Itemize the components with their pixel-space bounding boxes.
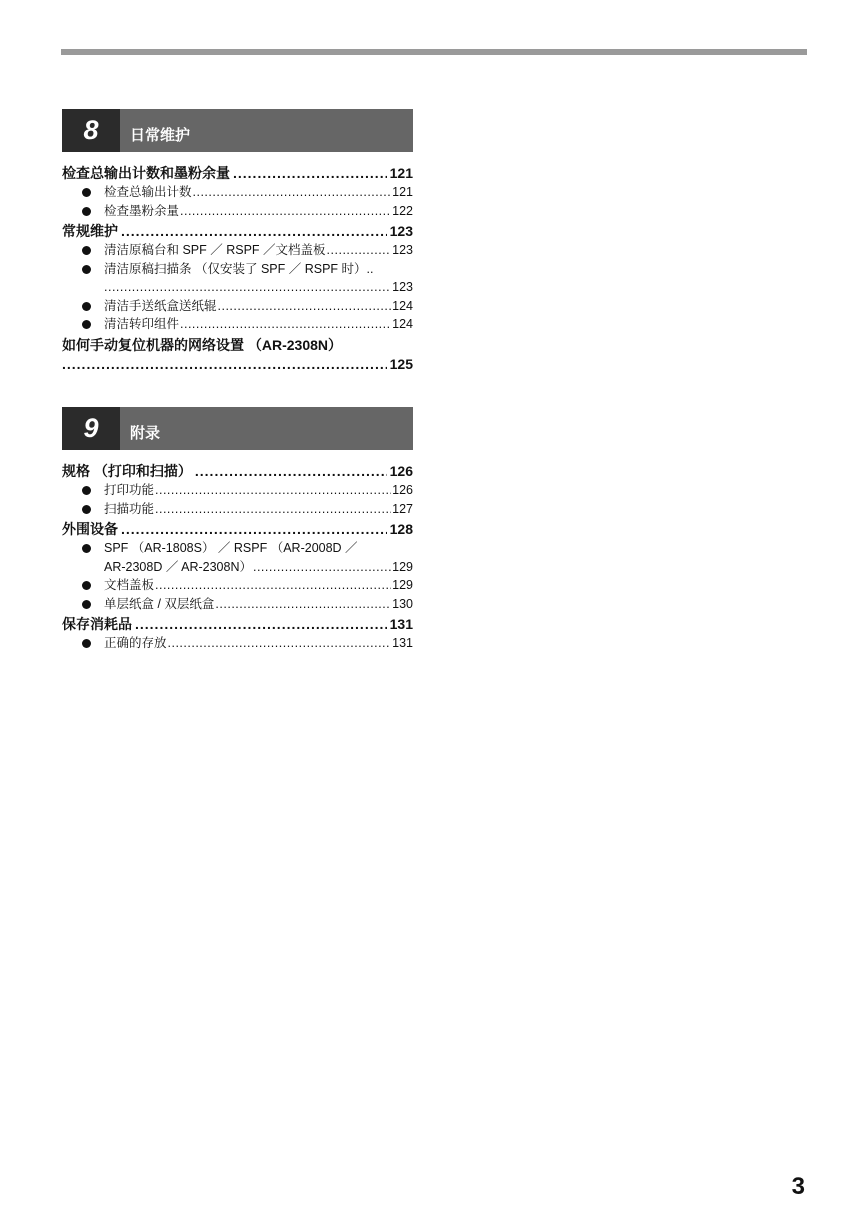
toc-subentry-title: 单层纸盒 / 双层纸盒 <box>104 596 215 611</box>
page-number: 3 <box>791 1173 805 1200</box>
bullet-icon <box>82 600 91 609</box>
toc-subentry[interactable] <box>62 241 413 260</box>
toc-entry-title: 保存消耗品 <box>62 616 132 632</box>
toc-subentry-title: 检查墨粉余量 <box>104 203 180 218</box>
toc-subentry-title: 清洁手送纸盒送纸辊 <box>104 298 217 313</box>
toc-subentry[interactable] <box>62 576 413 595</box>
toc-entry-page: 131 <box>389 616 413 632</box>
toc-subentry[interactable] <box>62 183 413 202</box>
dot-leader <box>135 615 387 634</box>
bullet-icon <box>82 188 91 197</box>
toc-entry-title: 检查总输出计数和墨粉余量 <box>62 165 230 181</box>
chapter-title: 日常维护 <box>120 109 413 152</box>
dot-leader <box>104 278 391 297</box>
toc-subentry[interactable] <box>62 595 413 614</box>
toc-subentry-page: 124 <box>392 298 413 313</box>
toc-entry-page: 128 <box>389 521 413 537</box>
dot-leader <box>121 520 387 539</box>
toc-subentry[interactable] <box>62 500 413 519</box>
bullet-icon <box>82 544 91 553</box>
toc-entry[interactable] <box>62 615 413 634</box>
toc-subentry-title-line1: SPF （AR-1808S） ／ RSPF （AR-2008D ／ <box>104 541 358 555</box>
bullet-icon <box>82 486 91 495</box>
toc-subentry-page: 126 <box>392 483 413 497</box>
dot-leader <box>180 202 391 221</box>
toc-subentry-page: 131 <box>392 636 413 650</box>
chapter-title: 附录 <box>120 407 413 450</box>
toc-subentry-page: 129 <box>392 578 413 592</box>
toc-subentry[interactable] <box>62 315 413 334</box>
toc-entry-title: 常规维护 <box>62 223 118 239</box>
dot-leader <box>193 183 392 202</box>
toc-subentry[interactable] <box>62 481 413 500</box>
toc-entry-page: 126 <box>389 463 413 479</box>
toc-entry[interactable] <box>62 336 413 374</box>
chapter-9-section <box>62 407 413 653</box>
toc-subentry-page: 123 <box>392 243 413 257</box>
toc-subentry[interactable] <box>62 634 413 653</box>
toc-subentry-title-line2: AR-2308D ／ AR-2308N） <box>104 559 252 574</box>
dot-leader <box>327 241 392 260</box>
dot-leader <box>168 634 392 653</box>
toc-entry-page: 121 <box>389 165 413 181</box>
toc-entry-title: 如何手动复位机器的网络设置 （AR-2308N） <box>62 336 343 353</box>
toc-subentry-title: 扫描功能 <box>104 501 155 516</box>
bullet-icon <box>82 320 91 329</box>
toc-entry-title: 外围设备 <box>62 521 118 537</box>
toc-subentry-page: 123 <box>392 280 413 294</box>
dot-leader <box>121 222 387 241</box>
toc-subentry-title: 正确的存放 <box>104 636 167 650</box>
dot-leader <box>195 462 387 481</box>
toc-entry[interactable] <box>62 462 413 481</box>
dot-leader <box>180 315 391 334</box>
dot-leader <box>218 297 392 316</box>
toc-subentry[interactable] <box>62 202 413 221</box>
dot-leader <box>215 595 391 614</box>
toc-subentry[interactable] <box>62 260 413 297</box>
toc-subentry-title: 文档盖板 <box>104 578 155 592</box>
bullet-icon <box>82 265 91 274</box>
toc-subentry-title: 清洁原稿台和 SPF ／ RSPF ／文档盖板 <box>104 243 326 257</box>
toc-subentry-title: 清洁转印组件 <box>104 317 180 331</box>
toc-subentry[interactable] <box>62 297 413 316</box>
toc-subentry-page: 122 <box>392 203 413 218</box>
toc-entry-page: 125 <box>389 355 413 372</box>
toc-entry[interactable] <box>62 520 413 539</box>
dot-leader <box>155 500 391 519</box>
chapter-8-section <box>62 109 413 374</box>
bullet-icon <box>82 639 91 648</box>
toc-subentry-page: 124 <box>392 317 413 331</box>
toc-subentry[interactable] <box>62 539 413 576</box>
bullet-icon <box>82 302 91 311</box>
toc-subentry-title: 清洁原稿扫描条 （仅安装了 SPF ／ RSPF 时）.. <box>104 261 374 276</box>
dot-leader <box>62 355 387 374</box>
bullet-icon <box>82 207 91 216</box>
bullet-icon <box>82 581 91 590</box>
toc-entry-title: 规格 （打印和扫描） <box>62 463 192 479</box>
dot-leader <box>253 558 391 577</box>
bullet-icon <box>82 246 91 255</box>
chapter-header <box>62 407 413 450</box>
toc-entry[interactable] <box>62 164 413 183</box>
chapter-number: 9 <box>62 407 120 450</box>
toc-subentry-title: 检查总输出计数 <box>104 185 192 199</box>
chapter-number: 8 <box>62 109 120 152</box>
toc-subentry-page: 129 <box>392 559 413 574</box>
toc-subentry-title: 打印功能 <box>104 483 155 497</box>
toc-entry[interactable] <box>62 222 413 241</box>
bullet-icon <box>82 505 91 514</box>
top-rule <box>61 49 807 55</box>
dot-leader <box>155 576 391 595</box>
dot-leader <box>233 164 387 183</box>
toc-entry-page: 123 <box>389 223 413 239</box>
toc-subentry-page: 127 <box>392 501 413 516</box>
toc-subentry-page: 130 <box>392 596 413 611</box>
chapter-header <box>62 109 413 152</box>
toc-subentry-page: 121 <box>392 185 413 199</box>
dot-leader <box>155 481 391 500</box>
